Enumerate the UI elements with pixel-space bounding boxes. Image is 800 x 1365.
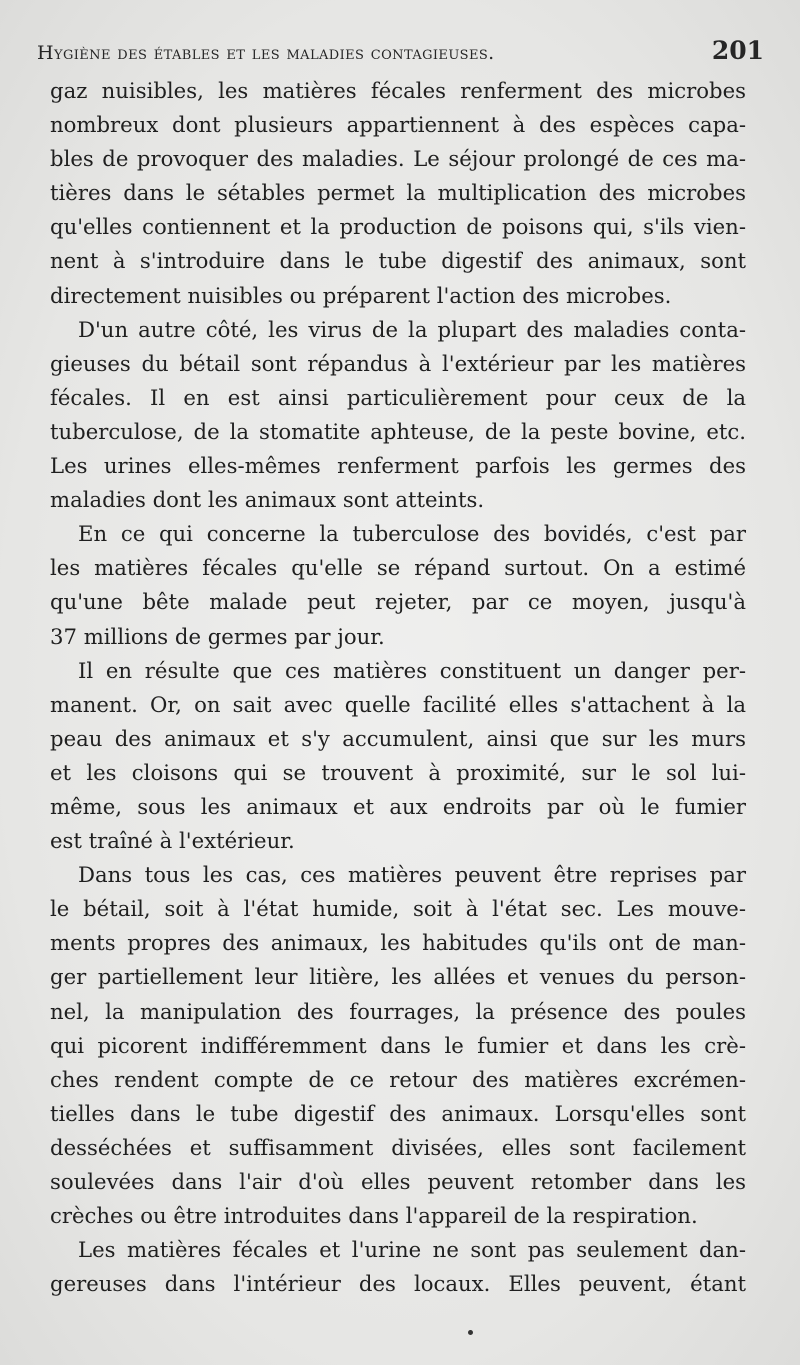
text-line: gieuses du bétail sont répandus à l'extérieur par les matières bbox=[50, 350, 746, 376]
text-line: ger partiellement leur litière, les allées et venues du person- bbox=[50, 964, 746, 990]
text-line: crèches ou être introduites dans l'appareil de la respiration. bbox=[50, 1203, 698, 1229]
text-line: Il en résulte que ces matières constituent un danger per- bbox=[78, 657, 746, 683]
text-line: qu'une bête malade peut rejeter, par ce moyen, jusqu'à bbox=[50, 589, 746, 615]
paragraph bbox=[50, 517, 746, 653]
text-line: tières dans le sétables permet la multiplication des microbes bbox=[50, 180, 746, 206]
text-line: nel, la manipulation des fourrages, la présence des poules bbox=[50, 998, 746, 1024]
text-line: gaz nuisibles, les matières fécales renferment des microbes bbox=[50, 78, 746, 103]
running-head: Hygiène des étables et les maladies contagieuses. bbox=[37, 42, 495, 64]
text-line: nombreux dont plusieurs appartiennent à des espèces capa- bbox=[50, 112, 746, 138]
page-header bbox=[37, 34, 764, 74]
paragraph bbox=[50, 858, 746, 1233]
text-line: soulevées dans l'air d'où elles peuvent retomber dans les bbox=[50, 1169, 746, 1194]
text-line: Les urines elles-mêmes renferment parfois les germes des bbox=[50, 453, 746, 479]
text-line: même, sous les animaux et aux endroits par où le fumier bbox=[50, 793, 746, 819]
text-line: nent à s'introduire dans le tube digestif des animaux, sont bbox=[50, 248, 746, 274]
text-line: En ce qui concerne la tuberculose des bovidés, c'est par bbox=[78, 521, 746, 547]
text-line: Dans tous les cas, ces matières peuvent être reprises par bbox=[78, 862, 746, 888]
text-line: directement nuisibles ou préparent l'action des microbes. bbox=[50, 282, 672, 308]
text-line: qui picorent indifféremment dans le fumier et dans les crè- bbox=[50, 1032, 746, 1058]
text-line: D'un autre côté, les virus de la plupart des maladies conta- bbox=[78, 316, 746, 342]
text-line: ches rendent compte de ce retour des matières excrémen- bbox=[50, 1066, 746, 1092]
text-line: le bétail, soit à l'état humide, soit à l'état sec. Les mouve- bbox=[50, 896, 746, 922]
text-line: et les cloisons qui se trouvent à proximité, sur le sol lui- bbox=[50, 759, 746, 785]
text-line: 37 millions de germes par jour. bbox=[50, 623, 385, 649]
text-line: ments propres des animaux, les habitudes qu'ils ont de man- bbox=[50, 930, 746, 956]
text-line: desséchées et suffisamment divisées, elles sont facilement bbox=[50, 1134, 746, 1160]
text-line: qu'elles contiennent et la production de poisons qui, s'ils vien- bbox=[50, 214, 746, 240]
body-text bbox=[50, 74, 746, 1301]
paragraph bbox=[50, 313, 746, 518]
paragraph bbox=[50, 1233, 746, 1301]
text-line: maladies dont les animaux sont atteints. bbox=[50, 487, 485, 513]
paragraph bbox=[50, 74, 746, 313]
text-line: fécales. Il en est ainsi particulièrement pour ceux de la bbox=[50, 384, 746, 410]
text-line: gereuses dans l'intérieur des locaux. Elles peuvent, étant bbox=[50, 1271, 746, 1297]
text-line: tielles dans le tube digestif des animaux. Lorsqu'elles sont bbox=[50, 1100, 746, 1126]
text-line: les matières fécales qu'elle se répand surtout. On a estimé bbox=[50, 555, 746, 581]
text-line: est traîné à l'extérieur. bbox=[50, 828, 295, 854]
text-line: Les matières fécales et l'urine ne sont pas seulement dan- bbox=[78, 1237, 746, 1263]
page-number: 201 bbox=[711, 36, 764, 65]
text-line: bles de provoquer des maladies. Le séjour prolongé de ces ma- bbox=[50, 146, 746, 172]
text-line: tuberculose, de la stomatite aphteuse, de la peste bovine, etc. bbox=[50, 418, 746, 444]
paragraph bbox=[50, 654, 746, 859]
text-line: manent. Or, on sait avec quelle facilité elles s'attachent à la bbox=[50, 691, 746, 717]
text-line: peau des animaux et s'y accumulent, ainsi que sur les murs bbox=[50, 725, 746, 751]
ink-dot bbox=[468, 1330, 473, 1335]
